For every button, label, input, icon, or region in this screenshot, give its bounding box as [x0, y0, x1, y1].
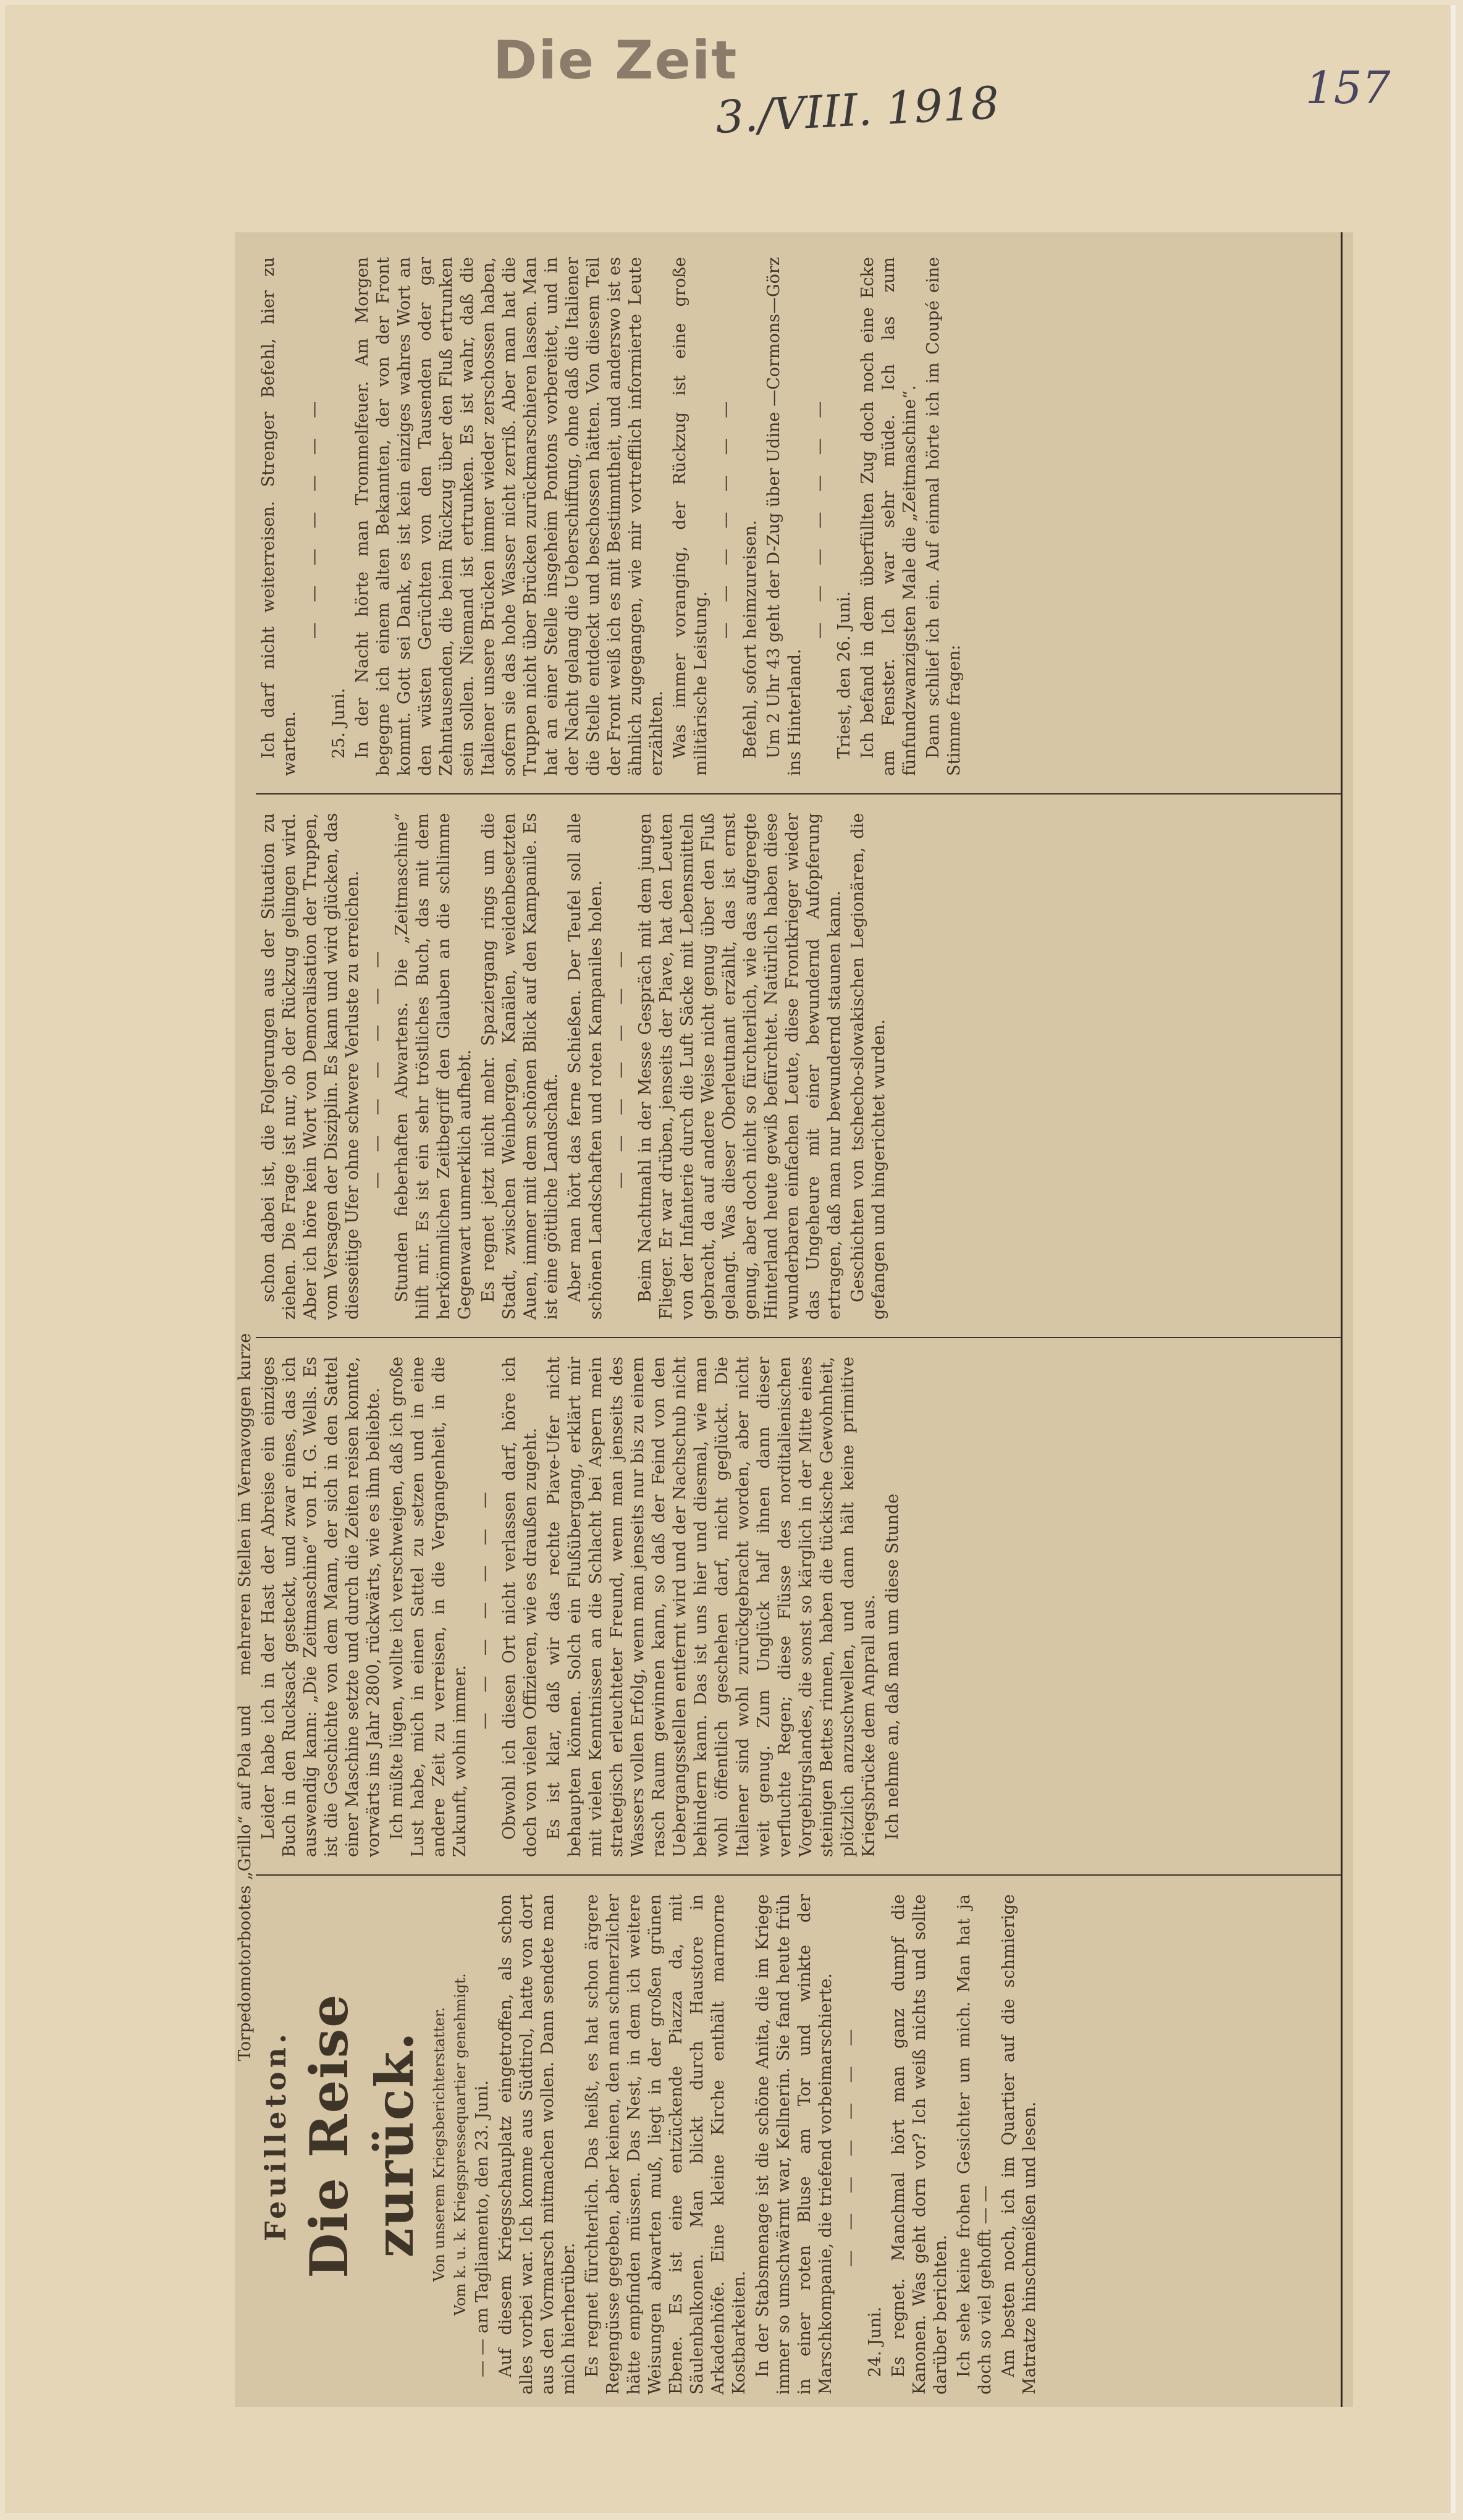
separator: — — — — — — —	[475, 1484, 495, 1730]
folio-number: 157	[1305, 62, 1391, 114]
paragraph: Leider habe ich in der Hast der Abreise ein einziges Buch in den Rucksack gesteckt, und zwar eines, das ich auswendig kann: „Die Zeitmaschine“ von H. G. Wells. Es ist die Geschichte von dem Mann, der sich in den Sattel einer Maschine setzte und durch die Zeiten reisen konnte, vorwärts ins Jahr 2800, rückwärts, wie es ihm beliebte.	[259, 1357, 384, 1857]
paragraph: 24. Juni.	[866, 2306, 885, 2377]
top-line-left: Torpedomotorbootes „Grillo“ auf Pola und	[235, 1705, 255, 2061]
paragraph: Ich befand in dem überfüllten Zug doch noch eine Ecke am Fenster. Ich war sehr müde. Ich las zum fünfundzwanzigsten Male die „Zeitmaschine“.	[858, 257, 920, 776]
column-divider	[256, 793, 1341, 794]
separator: — — — — — — —	[810, 394, 830, 639]
clipping-rotated-content	[235, 232, 1353, 2407]
paragraph: Am besten noch, ich im Quartier auf die schmierige Matratze hinschmeißen und lesen.	[999, 1894, 1040, 2395]
paragraph: 25. Juni.	[329, 688, 349, 759]
paragraph: Um 2 Uhr 43 geht der D-Zug über Udine —Cormons—Görz ins Hinterland.	[764, 257, 805, 776]
bottom-rule	[1341, 232, 1343, 2407]
column-2	[256, 1344, 1337, 1869]
subline: Vom k. u. k. Kriegspressequartier genehmigt.	[451, 1973, 469, 2316]
paragraph: Es regnet jetzt nicht mehr. Spaziergang rings um die Stadt, zwischen Weinbergen, Kanälen, weidenbesetzten Auen, immer mit dem schönen Blick auf den Kampanile. Es ist eine göttliche Landschaft.	[479, 813, 562, 1320]
separator: — — — — — — —	[368, 943, 387, 1189]
paragraph: schon dabei ist, die Folgerungen aus der Situation zu ziehen. Die Frage ist nur, ob der Rückzug gelingen wird. Aber ich höre kein Wort von Demoralisation der Truppen, vom Versagen der Disziplin. Es kann und wird glücken, das diesseitige Ufer ohne schwere Verluste zu erreichen.	[259, 813, 363, 1320]
handwritten-date: 3./VIII. 1918	[714, 77, 1001, 143]
paragraph: In der Stabsmenage ist die schöne Anita, die im Kriege immer so umschwärmt war, Kellnerin. Sie fand heute früh in einer roten Bluse am Tor und winkte der Marschkompanie, die triefend vorbeimarschierte.	[753, 1894, 836, 2395]
separator: — — — — — — —	[611, 943, 631, 1189]
top-line-right: mehreren Stellen im Vernavoggen kurze	[235, 1333, 255, 1676]
newspaper-name-stamp: Die Zeit	[493, 30, 738, 91]
paragraph: Es regnet. Manchmal hört man ganz dumpf die Kanonen. Was geht dorn vor? Ich weiß nichts und sollte darüber berichten.	[889, 1894, 951, 2395]
column-divider	[256, 1337, 1341, 1338]
paragraph: Aber man hört das ferne Schießen. Der Teufel soll alle schönen Landschaften und roten Kampaniles holen.	[565, 813, 606, 1320]
paragraph: Stunden fieberhaften Abwartens. Die „Zeitmaschine“ hilft mir. Es ist ein sehr tröstliches Buch, das mit dem herkömmlichen Zeitbegriff den Glauben an die schlimme Gegenwart unmerklich aufhebt.	[392, 813, 475, 1320]
byline: Von unserem Kriegsberichterstatter.	[430, 2007, 448, 2282]
paragraph: Es regnet fürchterlich. Das heißt, es hat schon ärgere Regengüsse gegeben, aber keinen, den man schmerzlicher hätte empfinden müssen. Das Nest, in dem ich weitere Weisungen abwarten muß, liegt in der großen grünen Ebene. Es ist eine entzückende Piazza da, mit Säulenbalkonen. Man blickt durch Haustore in Arkadenhöfe. Eine kleine Kirche enthält marmorne Kostbarkeiten.	[583, 1894, 749, 2395]
paragraph: Befehl, sofort heimzureisen.	[741, 520, 761, 759]
paragraph: Beim Nachtmahl in der Messe Gespräch mit dem jungen Flieger. Er war drüben, jenseits der Piave, hat den Leuten von der Infanterie durch die Luft Säcke mit Lebensmitteln gebracht, da auf andere Weise nicht genug über den Fluß gelangt. Was dieser Oberleutnant erzählt, das ist ernst genug, aber doch nicht so fürchterlich, wie das aufgeregte Hinterland heute gewiß befürchtet. Natürlich haben diese wunderbaren einfachen Leute, diese Frontkrieger wieder das Ungeheure mit einer bewundernd Aufopferung ertragen, daß man nur bewundernd staunen kann.	[636, 813, 845, 1320]
paragraph: Triest, den 26. Juni.	[835, 591, 854, 759]
paragraph: — — am Tagliamento, den 23. Juni.	[473, 2080, 492, 2377]
clipping-top-line	[235, 251, 257, 2061]
paragraph: Was immer voranging, der Rückzug ist eine große militärische Leistung.	[670, 257, 711, 776]
newspaper-clipping	[235, 232, 1353, 2407]
paragraph: Ich müßte lügen, wollte ich verschweigen, daß ich große Lust habe, mich in einen Sattel zu setzen und in eine andere Zeit zu verreisen, in die Vergangenheit, in die Zukunft, wohin immer.	[387, 1357, 470, 1857]
separator: — — — — — — —	[305, 394, 324, 639]
paragraph: Ich nehme an, daß man um diese Stunde	[883, 1493, 903, 1840]
paragraph: Obwohl ich diesen Ort nicht verlassen darf, höre ich doch von vielen Offizieren, wie es draußen zugeht.	[500, 1357, 541, 1857]
separator: — — — — — — —	[841, 2021, 861, 2267]
paragraph: Dann schlief ich ein. Auf einmal hörte ich im Coupé eine Stimme fragen:	[924, 257, 964, 776]
column-1	[256, 1882, 1337, 2407]
column-4	[256, 245, 1337, 788]
article-title: Die Reise zurück.	[298, 1993, 425, 2278]
paragraph: Es ist klar, daß wir das rechte Piave-Ufer nicht behaupten können. Solch ein Flußübergang, erklärt mir mit vielen Kenntnissen an die Schlacht bei Aspern mein strategisch erleuchteter Freund, wenn man jenseits des Wassers vollen Erfolg, wenn man jenseits nur bis zu einem rasch Raum gewinnen kann, so daß der Feind von den Uebergangsstellen entfernt wird und der Nachschub nicht behindern kann. Das ist uns hier und diesmal, wie man wohl öffentlich geschehen darf, nicht geglückt. Die Italiener sind wohl zurückgebracht worden, aber nicht weit genug. Zum Unglück half ihnen dann dieser verfluchte Regen; diese Flüsse des norditalienischen Vorgebirgslandes, die sonst so kärglich in der Mitte eines steinigen Bettes rinnen, haben die tückische Gewohnheit, plötzlich anzuschwellen, und dann hält keine primitive Kriegsbrücke dem Anprall aus.	[544, 1357, 879, 1857]
column-3	[256, 801, 1337, 1332]
paragraph: Ich darf nicht weiterreisen. Strenger Befehl, hier zu warten.	[259, 257, 300, 776]
paragraph: In der Nacht hörte man Trommelfeuer. Am Morgen begegne ich einem alten Bekannten, der von der Front kommt. Gott sei Dank, es ist kein einziges wahres Wort an den wüsten Gerüchten von den Tausenden oder gar Zehntausenden, die beim Rückzug über den Fluß ertrunken sein sollen. Niemand ist ertrunken. Es ist wahr, daß die Italiener unsere Brücken immer wieder zerschossen haben, sofern sie das hohe Wasser nicht zerriß. Aber man hat die Truppen nicht über Brücken zurückmarschieren lassen. Man hat an einer Stelle insgeheim Pontons vorbereitet, und in der Nacht gelang die Ueberschiffung, ohne daß die Italiener die Stelle entdeckt und beschossen hätten. Von diesem Teil der Front weiß ich es mit Bestimmtheit, und anderswo ist es ähnlich zugegangen, wie mir vortrefflich informierte Leute erzählten.	[353, 257, 667, 776]
paragraph: Ich sehe keine frohen Gesichter um mich. Man hat ja doch so viel gehofft — —	[955, 1894, 995, 2395]
archive-sheet	[5, 5, 1456, 2513]
column-divider	[256, 1874, 1341, 1876]
paragraph: Geschichten von tschecho-slowakischen Legionären, die gefangen und hingerichtet wurden.	[848, 813, 889, 1320]
section-title: Feuilleton.	[259, 2030, 292, 2241]
paragraph: Auf diesem Kriegsschauplatz eingetroffen, als schon alles vorbei war. Ich komme aus Südtirol, hatte von dort aus den Vormarsch mitmachen wollen. Dann sendete man mich hierherüber.	[496, 1894, 579, 2395]
separator: — — — — — — —	[716, 394, 736, 639]
